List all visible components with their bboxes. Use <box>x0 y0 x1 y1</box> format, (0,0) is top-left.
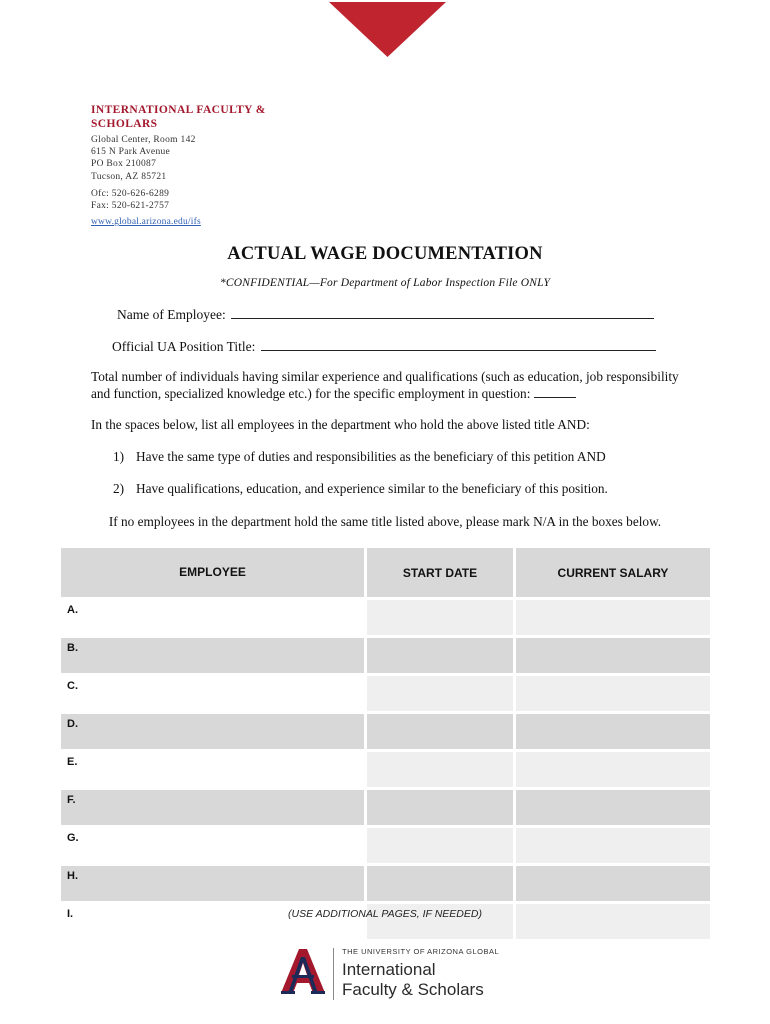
position-title-input[interactable] <box>261 337 656 351</box>
criteria-number: 1) <box>113 449 125 464</box>
start-date-cell[interactable] <box>367 676 513 711</box>
table-row <box>61 752 710 787</box>
criteria-text: Have the same type of duties and responsibilities as the beneficiary of this petition AND <box>136 449 606 464</box>
total-number-text: Total number of individuals having similar experience and qualifications (such as education, job responsibility and function, specialized knowledge etc.) for the specific employment in question: <box>91 369 679 401</box>
logo-international-line: International <box>342 960 436 979</box>
logo-divider <box>333 948 334 1000</box>
position-title-label: Official UA Position Title: <box>112 339 256 354</box>
fax-number: Fax: 520-621-2757 <box>91 201 170 212</box>
start-date-cell[interactable] <box>367 866 513 901</box>
table-row <box>61 714 710 749</box>
office-phone: Ofc: 520-626-6289 <box>91 188 170 199</box>
address-line-2: 615 N Park Avenue <box>91 147 171 158</box>
current-salary-cell[interactable] <box>516 866 710 901</box>
header-current-salary: CURRENT SALARY <box>516 548 710 597</box>
position-title-field <box>112 337 656 355</box>
criteria-item-2 <box>113 481 608 497</box>
current-salary-cell[interactable] <box>516 638 710 673</box>
letterhead <box>91 103 351 227</box>
start-date-cell[interactable] <box>367 638 513 673</box>
current-salary-cell[interactable] <box>516 600 710 635</box>
confidential-subtitle: *CONFIDENTIAL—For Department of Labor Inspection File ONLY <box>219 277 551 289</box>
employee-name-input[interactable] <box>231 305 654 319</box>
employee-cell[interactable]: B. <box>61 638 364 673</box>
table-row <box>61 866 710 901</box>
address-line-3: PO Box 210087 <box>91 159 157 170</box>
address-line-1: Global Center, Room 142 <box>91 135 196 145</box>
current-salary-cell[interactable] <box>516 828 710 863</box>
address-line-4: Tucson, AZ 85721 <box>91 171 167 182</box>
website-link[interactable]: www.global.arizona.edu/ifs <box>91 217 201 228</box>
current-salary-cell[interactable] <box>516 714 710 749</box>
employee-cell[interactable]: A. <box>61 600 364 635</box>
header-start-date: START DATE <box>367 548 513 597</box>
total-number-question <box>91 368 691 402</box>
org-name: INTERNATIONAL FACULTY & SCHOLARS <box>91 104 266 130</box>
footer-logo <box>278 944 518 1004</box>
table-row <box>61 790 710 825</box>
start-date-cell[interactable] <box>367 828 513 863</box>
table-row <box>61 676 710 711</box>
table-row <box>61 600 710 635</box>
employee-cell[interactable]: F. <box>61 790 364 825</box>
current-salary-cell[interactable] <box>516 790 710 825</box>
total-number-input[interactable] <box>534 386 576 398</box>
decorative-red-triangle <box>329 2 446 57</box>
criteria-number: 2) <box>113 481 125 496</box>
criteria-text: Have qualifications, education, and experience similar to the beneficiary of this position. <box>136 481 608 496</box>
instructions-text: In the spaces below, list all employees in the department who hold the above listed title AND: <box>91 417 590 432</box>
na-instruction: If no employees in the department hold the same title listed above, please mark N/A in the boxes below. <box>108 514 662 529</box>
employee-cell[interactable]: G. <box>61 828 364 863</box>
employee-name-field <box>117 305 654 323</box>
logo-faculty-scholars-line: Faculty & Scholars <box>342 980 484 999</box>
employee-cell[interactable]: H. <box>61 866 364 901</box>
start-date-cell[interactable] <box>367 790 513 825</box>
criteria-item-1 <box>113 449 606 465</box>
additional-pages-note: (USE ADDITIONAL PAGES, IF NEEDED) <box>288 908 482 920</box>
logo-university-line: THE UNIVERSITY OF ARIZONA GLOBAL <box>342 947 500 956</box>
employee-name-label: Name of Employee: <box>117 307 226 322</box>
document-title: ACTUAL WAGE DOCUMENTATION <box>227 244 543 264</box>
employee-cell[interactable]: C. <box>61 676 364 711</box>
table-row <box>61 638 710 673</box>
current-salary-cell[interactable] <box>516 752 710 787</box>
start-date-cell[interactable] <box>367 600 513 635</box>
start-date-cell[interactable] <box>367 714 513 749</box>
start-date-cell[interactable] <box>367 752 513 787</box>
employee-wage-table <box>58 545 713 942</box>
employee-cell[interactable]: I. <box>61 904 364 939</box>
university-a-logo-icon <box>278 947 328 995</box>
header-employee: EMPLOYEE <box>61 548 364 597</box>
employee-cell[interactable]: E. <box>61 752 364 787</box>
employee-cell[interactable]: D. <box>61 714 364 749</box>
table-row <box>61 828 710 863</box>
current-salary-cell[interactable] <box>516 676 710 711</box>
